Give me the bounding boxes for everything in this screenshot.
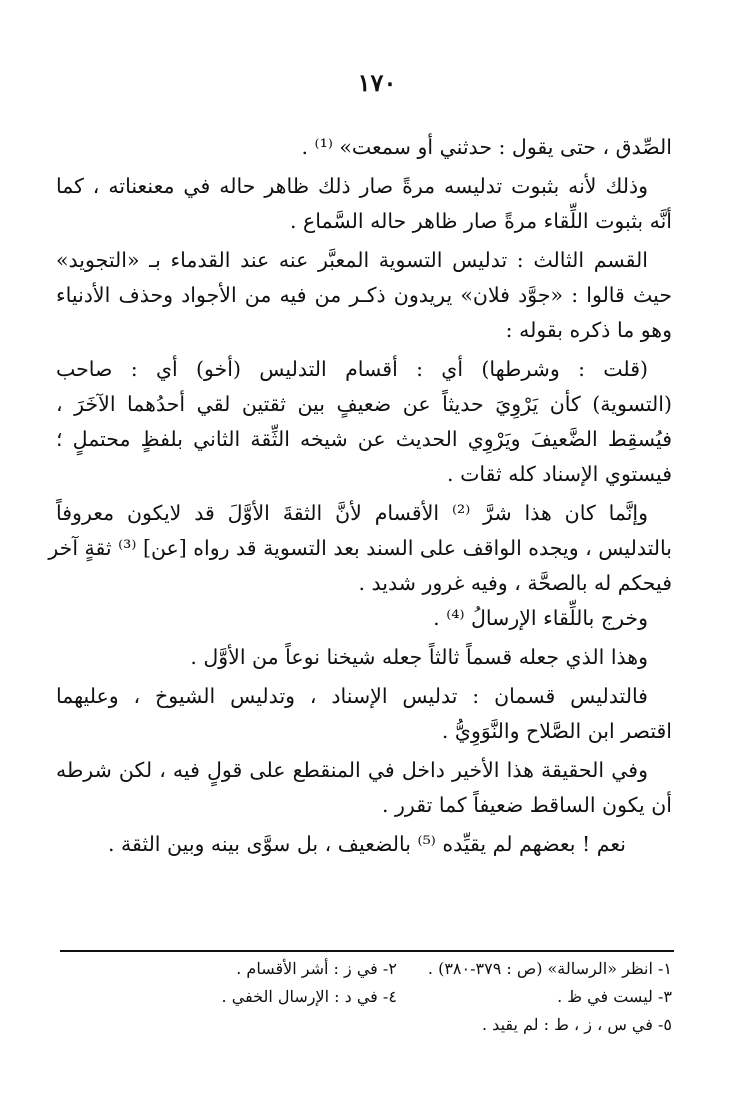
text-line: القسم الثالث : تدليس التسوية المعبَّر عنه عند القدماء بـ «التجويد» xyxy=(56,248,648,272)
text-line: حيث قالوا : «جوَّد فلان» يريدون ذكـر من فيه من الأجواد وحذف الأدنياء xyxy=(56,283,672,307)
text-line: وخرج باللِّقاء الإرسالُ ⁽⁴⁾ . xyxy=(433,606,648,630)
text-line: وهو ما ذكره بقوله : xyxy=(505,318,672,342)
footnote: ١- انظر «الرسالة» (ص : ٣٧٩-٣٨٠) . xyxy=(427,959,672,978)
footnote-row xyxy=(56,983,672,1011)
text-line: الصِّدق ، حتى يقول : حدثني أو سمعت» ⁽¹⁾ . xyxy=(301,135,672,159)
text-line: فيُسقِط الضَّعيفَ ويَرْوِي الحديث عن شيخه الثِّقة الثاني بلفظٍ محتملٍ ؛ xyxy=(56,427,672,451)
text-line: (التسوية) كأن يَرْوِيَ حديثاً عن ضعيفٍ بين ثقتين لقي أحدُهما الآخَرَ ، xyxy=(56,392,672,416)
footnote: ٤- في د : الإرسال الخفي . xyxy=(221,987,397,1006)
text-line: وفي الحقيقة هذا الأخير داخل في المنقطع على قولٍ فيه ، لكن شرطه xyxy=(56,758,648,782)
footnote: ٥- في س ، ز ، ط : لم يقيد . xyxy=(482,1015,672,1034)
footnotes xyxy=(56,955,672,1039)
text-line: أن يكون الساقط ضعيفاً كما تقرر . xyxy=(381,793,672,817)
footnote-divider xyxy=(60,950,674,952)
footnote: ٢- في ز : أشر الأقسام . xyxy=(236,959,397,978)
page-number: ١٧٠ xyxy=(357,68,397,97)
text-line: فيحكم له بالصحَّة ، وفيه غرور شديد . xyxy=(358,571,672,595)
main-text xyxy=(48,130,672,862)
footnote-row xyxy=(56,1011,672,1039)
text-line: فيستوي الإسناد كله ثقات . xyxy=(447,462,672,486)
text-line: وإنَّما كان هذا شرَّ ⁽²⁾ الأقسام لأنَّ الثقةَ الأوَّلَ قد لايكون معروفاً xyxy=(56,501,648,525)
text-line: بالتدليس ، ويجده الواقف على السند بعد التسوية قد رواه [عن] ⁽³⁾ ثقةٍ آخر xyxy=(48,536,672,560)
text-line: (قلت : وشرطها) أي : أقسام التدليس (أخو) أي : صاحب xyxy=(56,357,648,381)
text-line: وذلك لأنه بثبوت تدليسه مرةً صار ذلك ظاهر حاله في معنعناته ، كما xyxy=(56,174,648,198)
text-line: وهذا الذي جعله قسماً ثالثاً جعله شيخنا نوعاً من الأوَّل . xyxy=(190,645,648,669)
text-line: نعم ! بعضهم لم يقيِّده ⁽⁵⁾ بالضعيف ، بل سوَّى بينه وبين الثقة . xyxy=(107,832,626,856)
footnote-row xyxy=(56,955,672,983)
text-line: فالتدليس قسمان : تدليس الإسناد ، وتدليس الشيوخ ، وعليهما xyxy=(56,684,648,708)
text-line: اقتصر ابن الصَّلاح والنَّوَوِيُّ . xyxy=(441,719,672,743)
footnote: ٣- ليست في ظ . xyxy=(557,987,672,1006)
text-line: أنَّه بثبوت اللِّقاء مرةً صار ظاهر حاله السَّماع . xyxy=(290,209,672,233)
